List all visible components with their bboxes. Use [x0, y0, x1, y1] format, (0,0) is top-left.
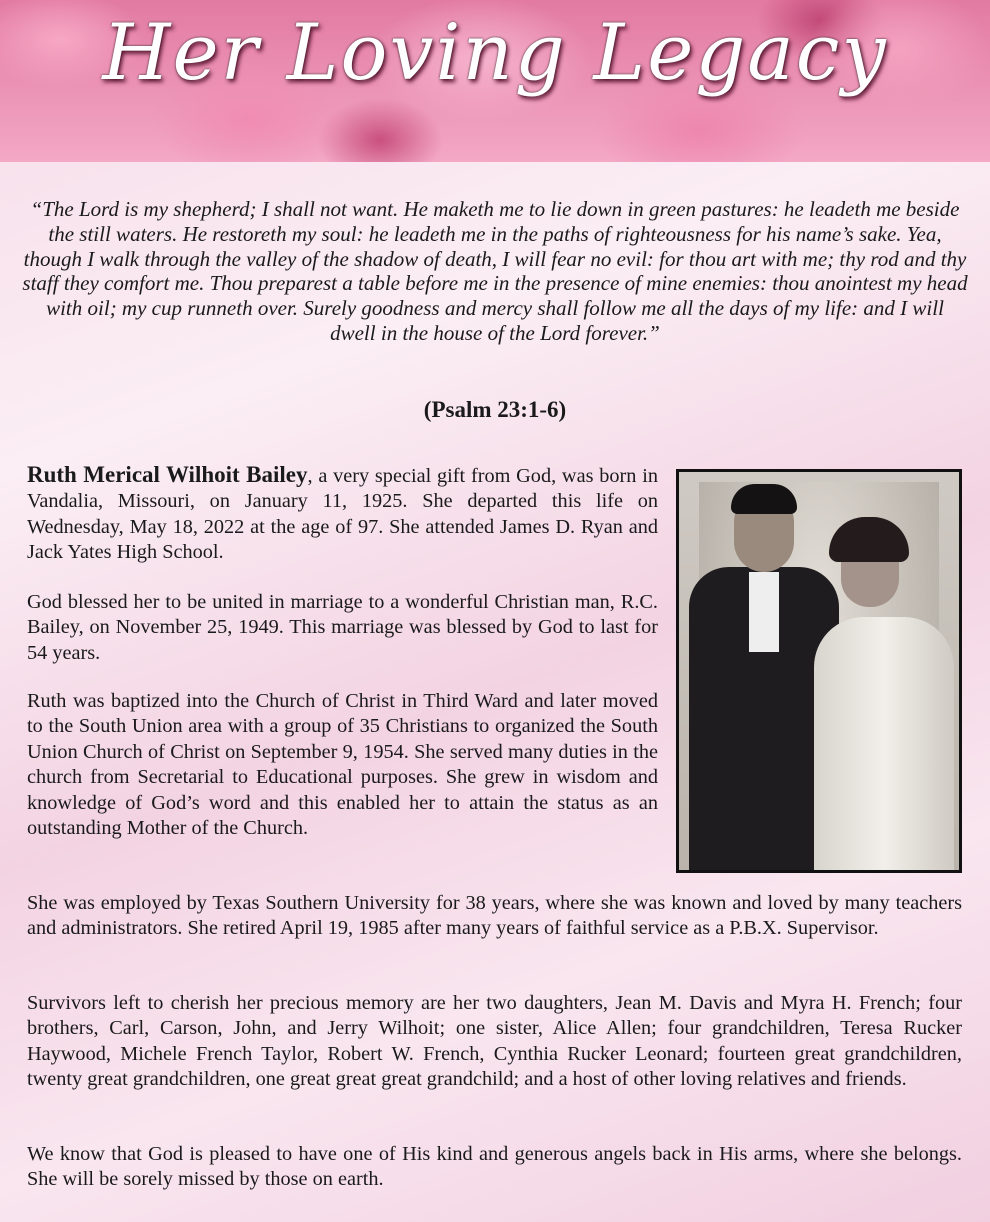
bio-text: , a very special gift from God, was born in Vandalia, Missouri, on January 11, 1925. She departed this life on Wednesday, May 18, 2022 at the age of 97. She attended James D. Ryan and Jack Yates High School.: [27, 465, 658, 564]
bio-paragraph-2: God blessed her to be united in marriage to a wonderful Christian man, R.C. Bailey, on November 25, 1949. This marriage was blessed by God to last for 54 years.: [27, 591, 658, 664]
bride-figure: [814, 617, 954, 873]
deceased-name: Ruth Merical Wilhoit Bailey: [27, 462, 308, 487]
banner-title: Her Loving Legacy: [102, 8, 888, 98]
bio-paragraph-3: Ruth was baptized into the Church of Christ in Third Ward and later moved to the South Union area with a group of 35 Christians to organized the South Union Church of Christ on September 9, 1954. She served many duties in the church from Secretarial to Educational purposes. She grew in wisdom and knowledge of God’s word and this enabled her to attain the status as an outstanding Mother of the Church.: [27, 690, 658, 840]
scripture-reference: (Psalm 23:1-6): [423, 397, 567, 422]
bio-paragraph-4: She was employed by Texas Southern University for 38 years, where she was known and loved by many teachers and administrators. She retired April 19, 1985 after many years of faithful service as a P.B.X. Supervisor.: [27, 892, 962, 940]
wedding-photo: [676, 469, 962, 873]
scripture-quote: “The Lord is my shepherd; I shall not want. He maketh me to lie down in green pastures: he leadeth me beside the still waters. He restoreth my soul: he leadeth me in the paths of righteousness for his name’s sake. Yea, though I walk through the valley of the shadow of death, I will fear no evil: for thou art with me; thy rod and thy staff they comfort me. Thou preparest a table before me in the presence of mine enemies: thou anointest my head with oil; my cup runneth over. Surely goodness and mercy shall follow me all the days of my life: and I will dwell in the house of the Lord forever.”: [22, 197, 968, 345]
bio-paragraph-1: [27, 462, 658, 566]
bio-paragraph-5: Survivors left to cherish her precious memory are her two daughters, Jean M. Davis and Myra H. French; four brothers, Carl, Carson, John, and Jerry Wilhoit; one sister, Alice Allen; four grandchildren, Teresa Rucker Haywood, Michele French Taylor, Robert W. French, Cynthia Rucker Leonard; fourteen great grandchildren, twenty great grandchildren, one great great great grandchild; and a host of other loving relatives and friends.: [27, 992, 962, 1091]
header-banner: [0, 0, 990, 162]
bio-paragraph-6: We know that God is pleased to have one of His kind and generous angels back in His arms, where she belongs. She will be sorely missed by those on earth.: [27, 1143, 962, 1191]
